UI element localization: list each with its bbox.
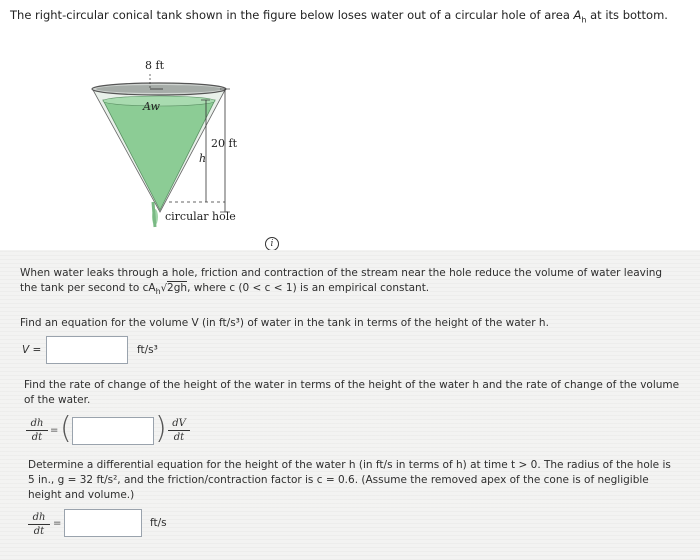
surface-area-label: Aw (143, 100, 160, 113)
friction-line-2 (20, 281, 690, 299)
volume-unit: ft/s³ (137, 344, 158, 356)
friction-line-2-a: the tank per second to cA (20, 282, 156, 294)
differential-answer-input[interactable] (64, 509, 142, 537)
dh-dt-den-2: dt (33, 526, 45, 537)
differential-question (28, 458, 693, 503)
equals-sign-2: = (53, 518, 62, 529)
info-glyph: i (270, 239, 274, 249)
intro-var: A (573, 8, 582, 22)
equals-sign-1: = (50, 425, 59, 436)
conical-tank-diagram (85, 52, 265, 237)
intro-text-before: The right-circular conical tank shown in the figure below loses water out of a circular hole of area (10, 8, 574, 22)
question-panel (0, 250, 700, 560)
water-height-label: h (199, 152, 207, 165)
info-icon[interactable] (265, 237, 279, 251)
differential-line-2: 5 in., g = 32 ft/s², and the friction/contraction factor is c = 0.6. (Assume the removed apex of the cone is of negligible (28, 474, 649, 486)
top-width-label: 8 ft (145, 59, 164, 72)
intro-text-after: at its bottom. (586, 8, 668, 22)
dv-dt-den: dt (173, 432, 185, 443)
volume-question: Find an equation for the volume V (in ft/s³) of water in the tank in terms of the height of the water h. (20, 317, 549, 329)
rate-answer-input[interactable] (72, 417, 154, 445)
problem-intro (10, 8, 690, 24)
dh-dt-num-1: dh (26, 418, 48, 431)
left-paren: ( (60, 411, 72, 446)
dh-dt-fraction-2 (28, 512, 50, 537)
friction-line-2-b: , where c (0 < c < 1) is an empirical constant. (187, 282, 430, 294)
tank-height-label: 20 ft (211, 137, 237, 150)
friction-line-1: When water leaks through a hole, friction and contraction of the stream near the hole reduce the volume of water leaving (20, 267, 663, 279)
rate-question (24, 378, 694, 408)
dh-dt-num-2: dh (28, 512, 50, 525)
rate-question-line-2: of the water. (24, 394, 91, 406)
dv-dt-fraction (168, 418, 190, 443)
sqrt-icon: √ (160, 283, 168, 294)
conical-tank-figure (85, 52, 265, 237)
dv-dt-num: dV (168, 418, 190, 431)
sqrt-content: 2gh (167, 282, 188, 294)
friction-paragraph (20, 266, 690, 299)
differential-line-3: height and volume.) (28, 489, 135, 501)
friction-sub: h (155, 287, 161, 297)
volume-answer-input[interactable] (46, 336, 128, 364)
dh-dt-fraction-1 (26, 418, 48, 443)
volume-lhs: V = (22, 344, 42, 356)
rate-question-line-1: Find the rate of change of the height of the water in terms of the height of the water h and the rate of change of the volume (24, 379, 680, 391)
differential-line-1: Determine a differential equation for the height of the water h (in ft/s in terms of h) at time t > 0. The radius of the hole is (28, 459, 671, 471)
hole-label: circular hole (165, 210, 236, 223)
differential-unit: ft/s (150, 517, 167, 529)
intro-sub: h (581, 15, 587, 25)
right-paren: ) (155, 411, 167, 446)
dh-dt-den-1: dt (31, 432, 43, 443)
